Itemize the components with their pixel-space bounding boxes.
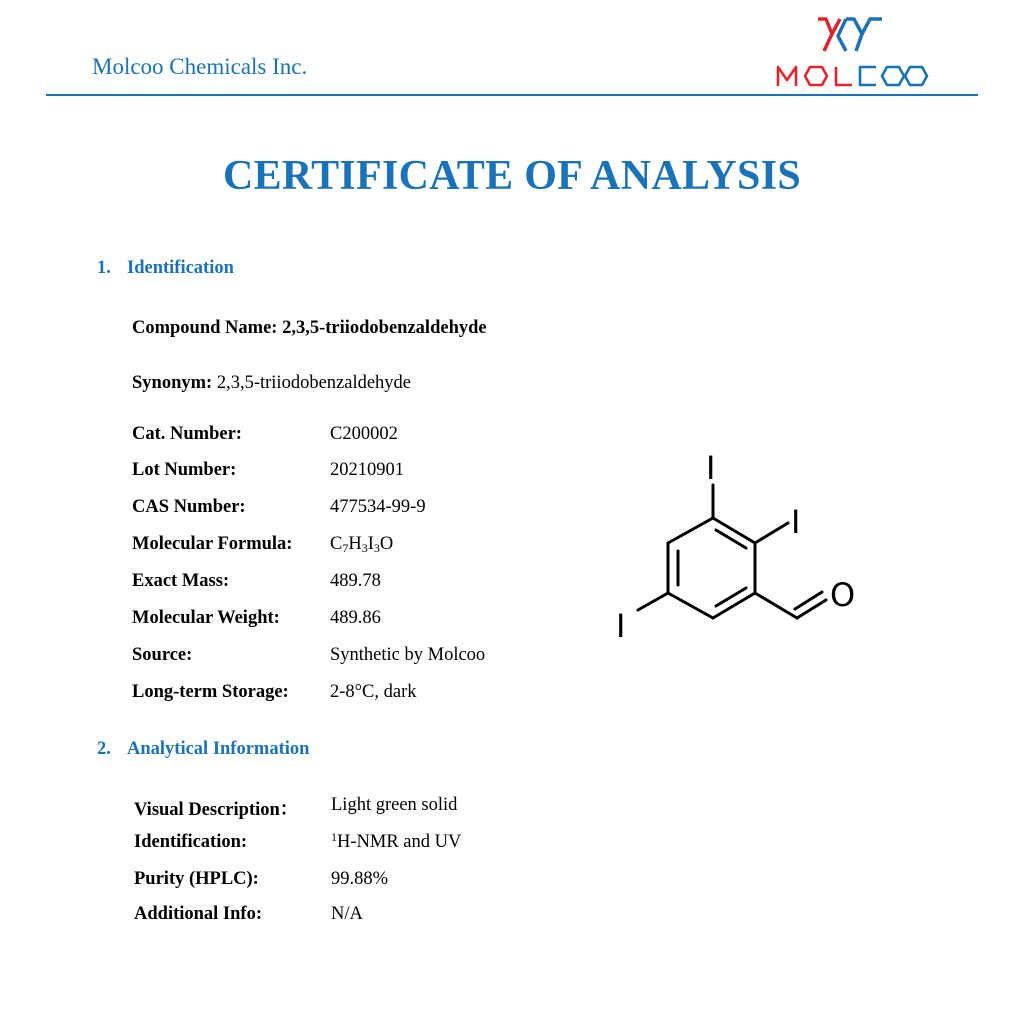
field-value: C200002 [330, 424, 398, 444]
field-label: Lot Number: [132, 460, 237, 480]
synonym-value: 2,3,5-triiodobenzaldehyde [216, 373, 412, 393]
field-label: CAS Number: [132, 497, 246, 517]
molcoo-logo [772, 14, 932, 92]
section-number: 2. [97, 739, 111, 759]
field-label: Cat. Number: [132, 424, 242, 444]
section-title: Analytical Information [127, 739, 310, 759]
field-label: Visual Description： [134, 800, 299, 820]
field-value: 2-8°C, dark [330, 682, 417, 702]
molecular-formula-value: $C_7H_3I_3O$ [330, 534, 394, 555]
compound-name-value: 2,3,5-triiodobenzaldehyde [282, 318, 487, 338]
synonym-line [132, 373, 411, 394]
atom-label: I [616, 607, 626, 645]
field-label: Identification: [134, 832, 248, 852]
atom-label: I [791, 503, 801, 541]
synonym-label: Synonym: [132, 373, 213, 393]
field-value: 489.86 [330, 608, 381, 628]
section-analytical-heading [97, 739, 309, 760]
atom-label: I [706, 449, 716, 487]
field-value: 99.88% [331, 869, 389, 889]
field-label: Exact Mass: [132, 571, 230, 591]
compound-name-line [132, 318, 487, 339]
document-title: CERTIFICATE OF ANALYSIS [222, 153, 802, 199]
field-value: N/A [331, 904, 363, 924]
identification-value: $^1$H-NMR and UV [331, 830, 462, 852]
field-value: 20210901 [330, 460, 404, 480]
header-divider [46, 94, 978, 96]
chemical-structure [600, 445, 870, 645]
compound-name-label: Compound Name: [132, 318, 278, 338]
field-value: Synthetic by Molcoo [330, 645, 486, 665]
field-label: Long-term Storage: [132, 682, 289, 702]
field-value: 489.78 [330, 571, 381, 591]
section-title: Identification [127, 258, 234, 278]
field-label: Molecular Formula: [132, 534, 293, 554]
field-label: Additional Info: [134, 904, 262, 924]
field-label: Purity (HPLC): [134, 869, 259, 889]
section-identification-heading [97, 258, 234, 279]
field-label: Molecular Weight: [132, 608, 280, 628]
section-number: 1. [97, 258, 111, 278]
company-name: Molcoo Chemicals Inc. [92, 54, 308, 79]
field-value: 477534-99-9 [330, 497, 426, 517]
field-value: Light green solid [331, 795, 458, 815]
field-label: Source: [132, 645, 193, 665]
atom-label: O [830, 576, 856, 614]
